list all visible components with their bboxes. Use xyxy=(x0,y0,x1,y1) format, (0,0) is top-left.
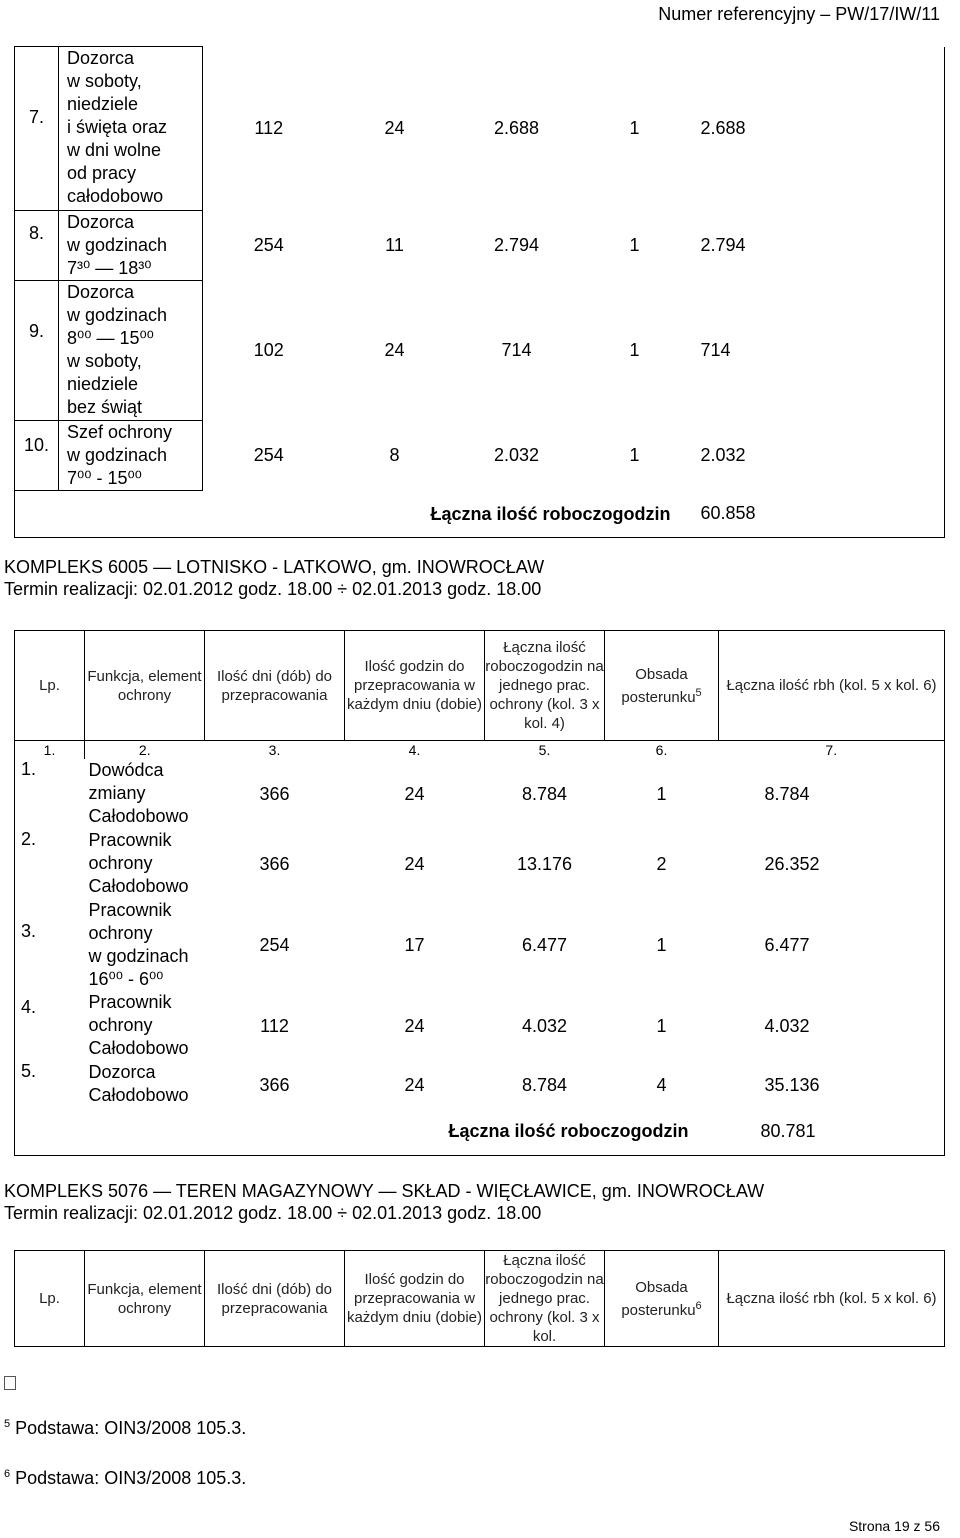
col-header-total-rbh: Łączna ilość rbh (kol. 5 x kol. 6) xyxy=(719,631,945,741)
days-cell: 254 xyxy=(253,235,284,255)
staffing-cell: 1 xyxy=(656,934,667,955)
page-number: Strona 19 z 56 xyxy=(848,1518,940,1534)
header-row xyxy=(15,1251,945,1347)
staffing-cell: 1 xyxy=(629,235,640,255)
col-header-man-hours: Łączna ilość roboczogodzin na jednego prac. ochrony (kol. 3 x kol. 4) xyxy=(485,631,605,741)
total-rbh-cell: 35.136 xyxy=(719,1061,945,1109)
days-cell: 112 xyxy=(260,1015,289,1036)
total-label: Łączna ilość roboczogodzin xyxy=(15,1109,719,1155)
total-label: Łączna ilość roboczogodzin xyxy=(15,491,691,538)
row-number: 4. xyxy=(15,991,85,1061)
table-row xyxy=(15,47,945,211)
function-cell: Dowódca zmiany Całodobowo xyxy=(88,760,189,826)
days-cell: 102 xyxy=(253,340,284,360)
days-cell: 366 xyxy=(259,853,290,874)
hours-cell: 24 xyxy=(384,340,405,360)
man-hours-cell: 2.688 xyxy=(493,118,540,138)
col-num: 5. xyxy=(538,742,551,758)
total-rbh-cell: 6.477 xyxy=(719,899,945,991)
func-line: 8⁰⁰ — 15⁰⁰ xyxy=(67,328,154,348)
row-number: 8. xyxy=(15,211,59,281)
function-cell: Dozorca Całodobowo xyxy=(88,1062,189,1105)
table-continued xyxy=(14,46,945,538)
total-rbh-cell: 714 xyxy=(691,281,945,421)
table-row xyxy=(15,1061,945,1109)
hours-cell: 8 xyxy=(389,445,400,465)
col-num: 1. xyxy=(15,741,85,760)
total-value: 60.858 xyxy=(691,491,945,538)
table-row xyxy=(15,281,945,421)
man-hours-cell: 8.784 xyxy=(521,1074,568,1095)
col-header-total-rbh: Łączna ilość rbh (kol. 5 x kol. 6) xyxy=(719,1251,945,1347)
total-row xyxy=(15,491,945,538)
col-header-staffing: Obsada posterunku$^6$ xyxy=(605,1251,719,1347)
func-line: 7⁰⁰ - 15⁰⁰ xyxy=(67,468,142,488)
section-title: KOMPLEKS 5076 — TEREN MAGAZYNOWY — SKŁAD - WIĘCŁAWICE, gm. INOWROCŁAW xyxy=(4,1181,765,1201)
table-row xyxy=(15,829,945,899)
col-header-hours: Ilość godzin do przepracowania w każdym dniu (dobie) xyxy=(345,631,485,741)
func-line: w godzinach xyxy=(67,445,168,465)
total-row xyxy=(15,1109,945,1155)
staffing-cell: 1 xyxy=(656,1015,667,1036)
total-rbh-cell: 8.784 xyxy=(719,759,945,829)
function-cell: Pracownik ochrony Całodobowo xyxy=(88,830,189,896)
func-line: w soboty, xyxy=(67,71,142,91)
col-header-function: Funkcja, element ochrony xyxy=(85,631,205,741)
hours-cell: 17 xyxy=(404,934,425,955)
col-num: 6. xyxy=(655,742,668,758)
row-number: 9. xyxy=(15,281,59,421)
row-number: 1. xyxy=(15,759,85,829)
man-hours-cell: 2.032 xyxy=(493,445,540,465)
table-row xyxy=(15,421,945,491)
col-num: 2. xyxy=(138,742,151,758)
function-cell xyxy=(59,281,203,421)
func-line: 7³⁰ — 18³⁰ xyxy=(67,258,152,278)
man-hours-cell: 4.032 xyxy=(521,1015,568,1036)
col-num: 7. xyxy=(719,741,945,760)
row-number: 7. xyxy=(15,47,59,211)
total-rbh-cell: 2.794 xyxy=(691,211,945,281)
section-title: KOMPLEKS 6005 — LOTNISKO - LATKOWO, gm. INOWROCŁAW xyxy=(4,557,545,577)
function-cell xyxy=(59,421,203,491)
days-cell: 112 xyxy=(254,118,284,138)
func-line: Dozorca xyxy=(67,282,135,302)
row-number: 10. xyxy=(15,421,59,491)
hours-cell: 24 xyxy=(404,853,425,874)
staffing-cell: 1 xyxy=(629,445,640,465)
col-header-staffing: Obsada posterunku$^5$ xyxy=(605,631,719,741)
footnote: $^5$ Podstawa: OIN3/2008 105.3. xyxy=(4,1418,247,1438)
man-hours-cell: 714 xyxy=(501,340,532,360)
function-cell xyxy=(59,47,203,211)
func-line: w godzinach xyxy=(67,305,168,325)
staffing-cell: 4 xyxy=(656,1074,667,1095)
col-header-function: Funkcja, element ochrony xyxy=(85,1251,205,1347)
total-rbh-cell: 26.352 xyxy=(719,829,945,899)
func-line: całodobowo xyxy=(67,186,164,206)
man-hours-cell: 6.477 xyxy=(521,934,568,955)
total-rbh-cell: 2.688 xyxy=(691,47,945,211)
function-cell: Pracownik ochrony w godzinach 16⁰⁰ - 6⁰⁰ xyxy=(88,900,189,989)
footnote: $^6$ Podstawa: OIN3/2008 105.3. xyxy=(4,1468,247,1488)
days-cell: 366 xyxy=(259,783,290,804)
table-row xyxy=(15,899,945,991)
staffing-cell: 1 xyxy=(629,118,640,138)
func-line: w soboty, xyxy=(67,351,142,371)
func-line: niedziele xyxy=(67,374,139,394)
func-line: w dni wolne xyxy=(67,140,162,160)
row-number: 2. xyxy=(15,829,85,899)
hours-cell: 24 xyxy=(384,118,405,138)
func-line: i święta oraz xyxy=(67,117,168,137)
function-cell xyxy=(59,211,203,281)
staffing-cell: 2 xyxy=(656,853,667,874)
col-num: 4. xyxy=(408,742,421,758)
table-row xyxy=(15,991,945,1061)
man-hours-cell: 8.784 xyxy=(521,783,568,804)
row-number: 5. xyxy=(15,1061,85,1109)
total-rbh-cell: 2.032 xyxy=(691,421,945,491)
hours-cell: 24 xyxy=(404,1074,425,1095)
func-line: Dozorca xyxy=(67,212,135,232)
section-term: Termin realizacji: 02.01.2012 godz. 18.00 ÷ 02.01.2013 godz. 18.00 xyxy=(4,1203,542,1223)
days-cell: 254 xyxy=(253,445,284,465)
func-line: Dozorca xyxy=(67,48,135,68)
hours-cell: 24 xyxy=(404,783,425,804)
col-header-lp: Lp. xyxy=(15,631,85,741)
col-header-lp: Lp. xyxy=(15,1251,85,1347)
days-cell: 366 xyxy=(259,1074,290,1095)
column-numbers-row xyxy=(15,741,945,760)
table-kompleks-5076 xyxy=(14,1250,945,1347)
col-header-days: Ilość dni (dób) do przepracowania xyxy=(205,631,345,741)
function-cell: Pracownik ochrony Całodobowo xyxy=(88,992,189,1058)
func-line: bez świąt xyxy=(67,397,143,417)
man-hours-cell: 13.176 xyxy=(516,853,573,874)
total-rbh-cell: 4.032 xyxy=(719,991,945,1061)
func-line: niedziele xyxy=(67,94,139,114)
col-header-man-hours: Łączna ilość roboczogodzin na jednego prac. ochrony (kol. 3 x kol. xyxy=(485,1252,604,1345)
col-num: 3. xyxy=(268,742,281,758)
section-term: Termin realizacji: 02.01.2012 godz. 18.00 ÷ 02.01.2013 godz. 18.00 xyxy=(4,579,542,599)
table-row xyxy=(15,759,945,829)
table-kompleks-6005 xyxy=(14,630,945,1156)
col-header-hours: Ilość godzin do przepracowania w każdym dniu (dobie) xyxy=(345,1251,485,1347)
header-row xyxy=(15,631,945,741)
hours-cell: 11 xyxy=(385,235,404,255)
table-row xyxy=(15,211,945,281)
func-line: w godzinach xyxy=(67,235,168,255)
col-header-days: Ilość dni (dób) do przepracowania xyxy=(205,1251,345,1347)
man-hours-cell: 2.794 xyxy=(493,235,540,255)
days-cell: 254 xyxy=(259,934,290,955)
func-line: Szef ochrony xyxy=(67,422,173,442)
reference-number: Numer referencyjny – PW/17/IW/11 xyxy=(658,4,940,24)
func-line: od pracy xyxy=(67,163,137,183)
hours-cell: 24 xyxy=(404,1015,425,1036)
staffing-cell: 1 xyxy=(656,783,667,804)
placeholder-box-icon xyxy=(4,1376,16,1390)
total-value: 80.781 xyxy=(719,1109,945,1155)
staffing-cell: 1 xyxy=(629,340,640,360)
row-number: 3. xyxy=(15,899,85,991)
